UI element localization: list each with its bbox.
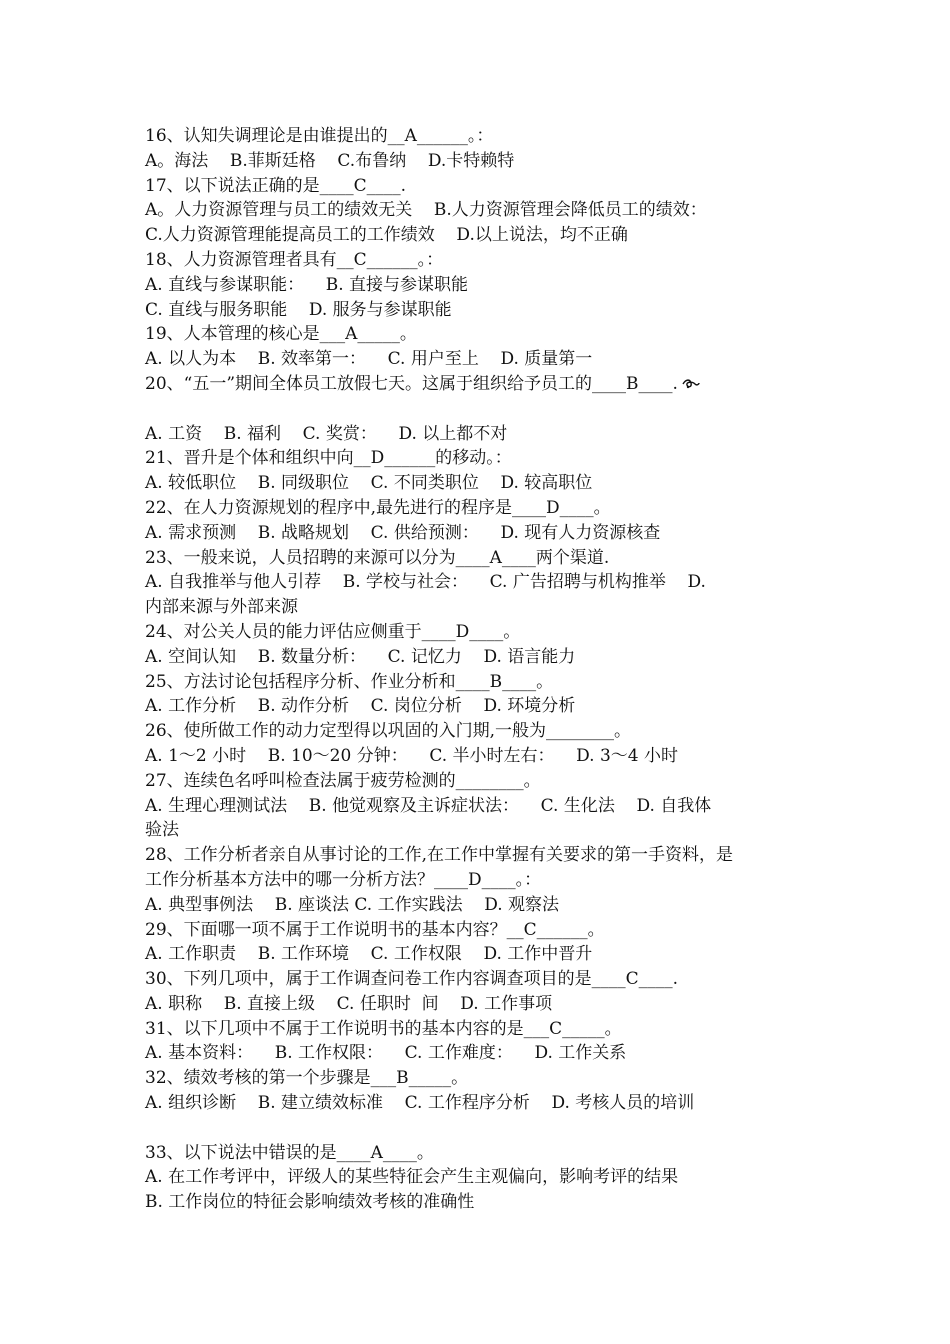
options-29: A. 工作职责 B. 工作环境 C. 工作权限 D. 工作中晋升 (145, 944, 593, 965)
options-21: A. 较低职位 B. 同级职位 C. 不同类职位 D. 较高职位 (145, 473, 593, 494)
question-30: 30、下列几项中，属于工作调查问卷工作内容调查项目的是____C____. (145, 969, 679, 990)
options-18-line1: A. 直线与参谋职能： B. 直接与参谋职能 (145, 274, 468, 295)
options-17-line1: A。人力资源管理与员工的绩效无关 B.人力资源管理会降低员工的绩效： (145, 200, 707, 221)
question-20-row (145, 372, 815, 397)
options-24: A. 空间认知 B. 数量分析： C. 记忆力 D. 语言能力 (145, 646, 576, 667)
question-23: 23、一般来说，人员招聘的来源可以分为____A____两个渠道. (145, 547, 610, 568)
options-20: A. 工资 B. 福利 C. 奖赏： D. 以上都不对 (145, 423, 508, 444)
options-27-line1: A. 生理心理测试法 B. 他觉观察及主诉症状法： C. 生化法 D. 自我体 (145, 795, 712, 816)
question-31: 31、以下几项中不属于工作说明书的基本内容的是___C_____。 (145, 1018, 622, 1039)
options-33-b: B. 工作岗位的特征会影响绩效考核的准确性 (145, 1192, 475, 1213)
question-24: 24、对公关人员的能力评估应侧重于____D____。 (145, 621, 521, 642)
options-19: A. 以人为本 B. 效率第一： C. 用户至上 D. 质量第一 (145, 349, 593, 370)
options-32: A. 组织诊断 B. 建立绩效标准 C. 工作程序分析 D. 考核人员的培训 (145, 1093, 695, 1114)
question-17: 17、以下说法正确的是____C____. (145, 175, 407, 196)
options-31: A. 基本资料： B. 工作权限： C. 工作难度： D. 工作关系 (145, 1043, 627, 1064)
options-33-a: A. 在工作考评中，评级人的某些特征会产生主观偏向，影响考评的结果 (145, 1167, 679, 1188)
question-18: 18、人力资源管理者具有__C______。： (145, 249, 444, 270)
question-20: 20、“五一”期间全体员工放假七天。这属于组织给予员工的____B____. (145, 373, 678, 394)
options-17-line2: C.人力资源管理能提高员工的工作绩效 D.以上说法，均不正确 (145, 225, 628, 246)
question-16: 16、认知失调理论是由谁提出的__A______。： (145, 126, 494, 146)
options-16: A。海法 B.菲斯廷格 C.布鲁纳 D.卡特赖特 (145, 150, 515, 171)
scribble-mark-icon (682, 378, 700, 390)
question-33: 33、以下说法中错误的是____A____。 (145, 1142, 434, 1163)
question-22: 22、在人力资源规划的程序中,最先进行的程序是____D____。 (145, 497, 611, 518)
options-18-line2: C. 直线与服务职能 D. 服务与参谋职能 (145, 299, 452, 320)
question-26: 26、使所做工作的动力定型得以巩固的入门期,一般为________。 (145, 721, 632, 742)
blank-line (145, 397, 815, 422)
options-25: A. 工作分析 B. 动作分析 C. 岗位分析 D. 环境分析 (145, 696, 576, 717)
options-23-line2: 内部来源与外部来源 (145, 597, 298, 618)
options-27-line2: 验法 (145, 820, 179, 841)
question-27: 27、连续色名呼叫检查法属于疲劳检测的________。 (145, 770, 541, 791)
question-28-line1: 28、工作分析者亲自从事讨论的工作,在工作中掌握有关要求的第一手资料，是 (145, 845, 734, 866)
question-32: 32、绩效考核的第一个步骤是___B_____。 (145, 1068, 469, 1089)
question-19: 19、人本管理的核心是___A_____。 (145, 324, 417, 345)
options-23-line1: A. 自我推举与他人引荐 B. 学校与社会： C. 广告招聘与机构推举 D. (145, 572, 706, 593)
question-25: 25、方法讨论包括程序分析、作业分析和____B____。 (145, 671, 554, 692)
blank-line (145, 1116, 815, 1141)
question-28-line2: 工作分析基本方法中的哪一分析方法？____D____。： (145, 869, 542, 890)
options-30: A. 职称 B. 直接上级 C. 任职时 间 D. 工作事项 (145, 993, 553, 1014)
question-list (145, 124, 815, 1215)
options-22: A. 需求预测 B. 战略规划 C. 供给预测： D. 现有人力资源核查 (145, 522, 661, 543)
options-26: A. 1～2 小时 B. 10～20 分钟： C. 半小时左右： D. 3～4 小时 (145, 745, 679, 766)
question-21: 21、晋升是个体和组织中向__D______的移动。： (145, 448, 512, 469)
question-29: 29、下面哪一项不属于工作说明书的基本内容？__C______。 (145, 919, 605, 940)
options-28: A. 典型事例法 B. 座谈法 C. 工作实践法 D. 观察法 (145, 894, 560, 915)
